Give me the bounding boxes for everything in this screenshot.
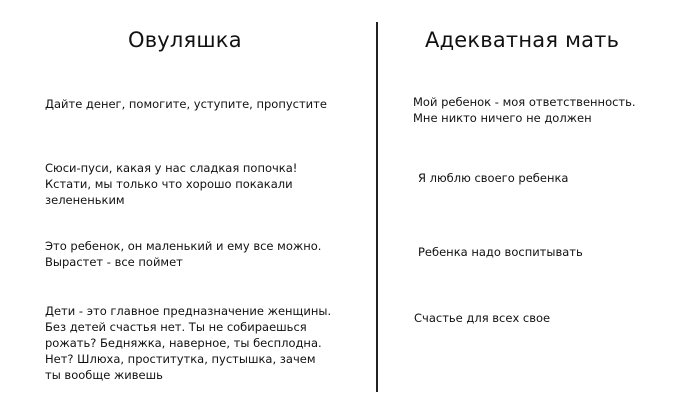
left-item-3: Это ребенок, он маленький и ему все можно. Вырастет - все поймет	[45, 239, 322, 269]
left-item-1: Дайте денег, помогите, уступите, пропустите	[45, 97, 327, 111]
left-item-4: Дети - это главное предназначение женщины. Без детей счастья нет. Ты не собираешься рожать? Бедняжка, наверное, ты бесплодна. Нет? Шлюха, проститутка, пустышка, зачем ты вообще живешь	[45, 304, 332, 382]
left-column-heading: Овуляшка	[128, 28, 242, 52]
left-item-2: Сюси-пуси, какая у нас сладкая попочка! Кстати, мы только что хорошо покакали зелененьким	[45, 161, 298, 207]
right-item-3: Ребенка надо воспитывать	[418, 245, 583, 259]
right-item-4: Счастье для всех свое	[414, 311, 551, 325]
right-item-1: Мой ребенок - моя ответственность. Мне никто ничего не должен	[413, 95, 636, 125]
right-item-2: Я люблю своего ребенка	[418, 171, 569, 185]
column-divider	[376, 22, 378, 392]
right-column-heading: Адекватная мать	[425, 28, 620, 52]
